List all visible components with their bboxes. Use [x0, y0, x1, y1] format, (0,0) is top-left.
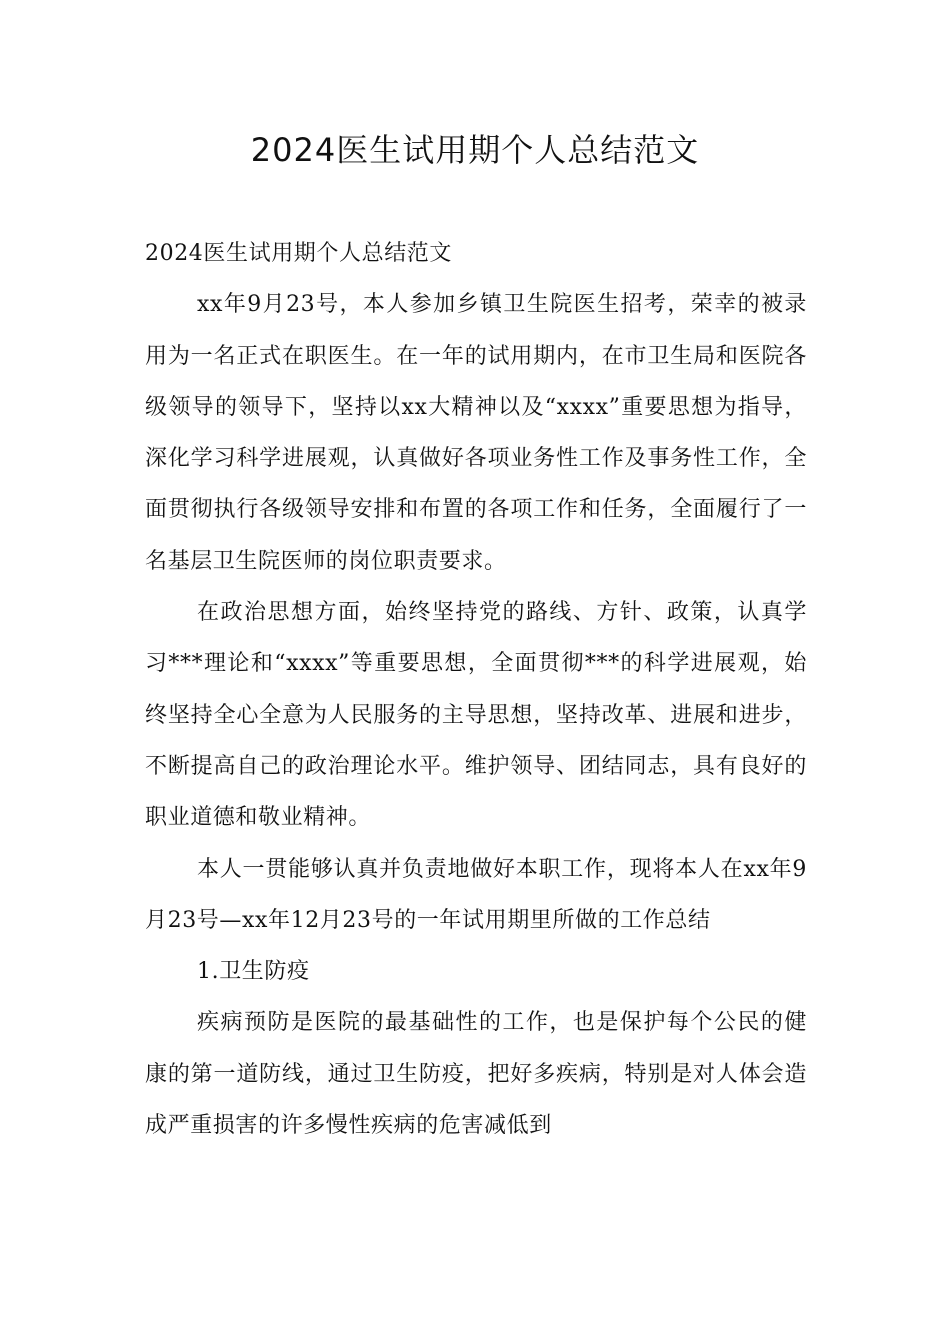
paragraph-intro: xx年9月23号，本人参加乡镇卫生院医生招考，荣幸的被录用为一名正式在职医生。在一年的试用期内，在市卫生局和医院各级领导的领导下，坚持以xx大精神以及“xxxx”重要思想为指导，深化学习科学进展观，认真做好各项业务性工作及事务性工作，全面贯彻执行各级领导安排和布置的各项工作和任务，全面履行了一名基层卫生院医师的岗位职责要求。	[145, 292, 807, 574]
document-title: 2024医生试用期个人总结范文	[250, 131, 700, 169]
paragraph-work-summary: 本人一贯能够认真并负责地做好本职工作，现将本人在xx年9月23号—xx年12月23号的一年试用期里所做的工作总结	[145, 856, 807, 933]
document-body	[145, 228, 807, 1151]
document-subtitle: 2024医生试用期个人总结范文	[145, 241, 452, 266]
section-heading-epidemic-prevention: 1.卫生防疫	[197, 959, 310, 985]
paragraph-disease-prevention: 疾病预防是医院的最基础性的工作，也是保护每个公民的健康的第一道防线，通过卫生防疫，把好多疾病，特别是对人体会造成严重损害的许多慢性疾病的危害减低到	[145, 1010, 807, 1139]
paragraph-political-thought: 在政治思想方面，始终坚持党的路线、方针、政策，认真学习***理论和“xxxx”等重要思想，全面贯彻***的科学进展观，始终坚持全心全意为人民服务的主导思想，坚持改革、进展和进步，不断提高自己的政治理论水平。维护领导、团结同志，具有良好的职业道德和敬业精神。	[145, 600, 807, 831]
